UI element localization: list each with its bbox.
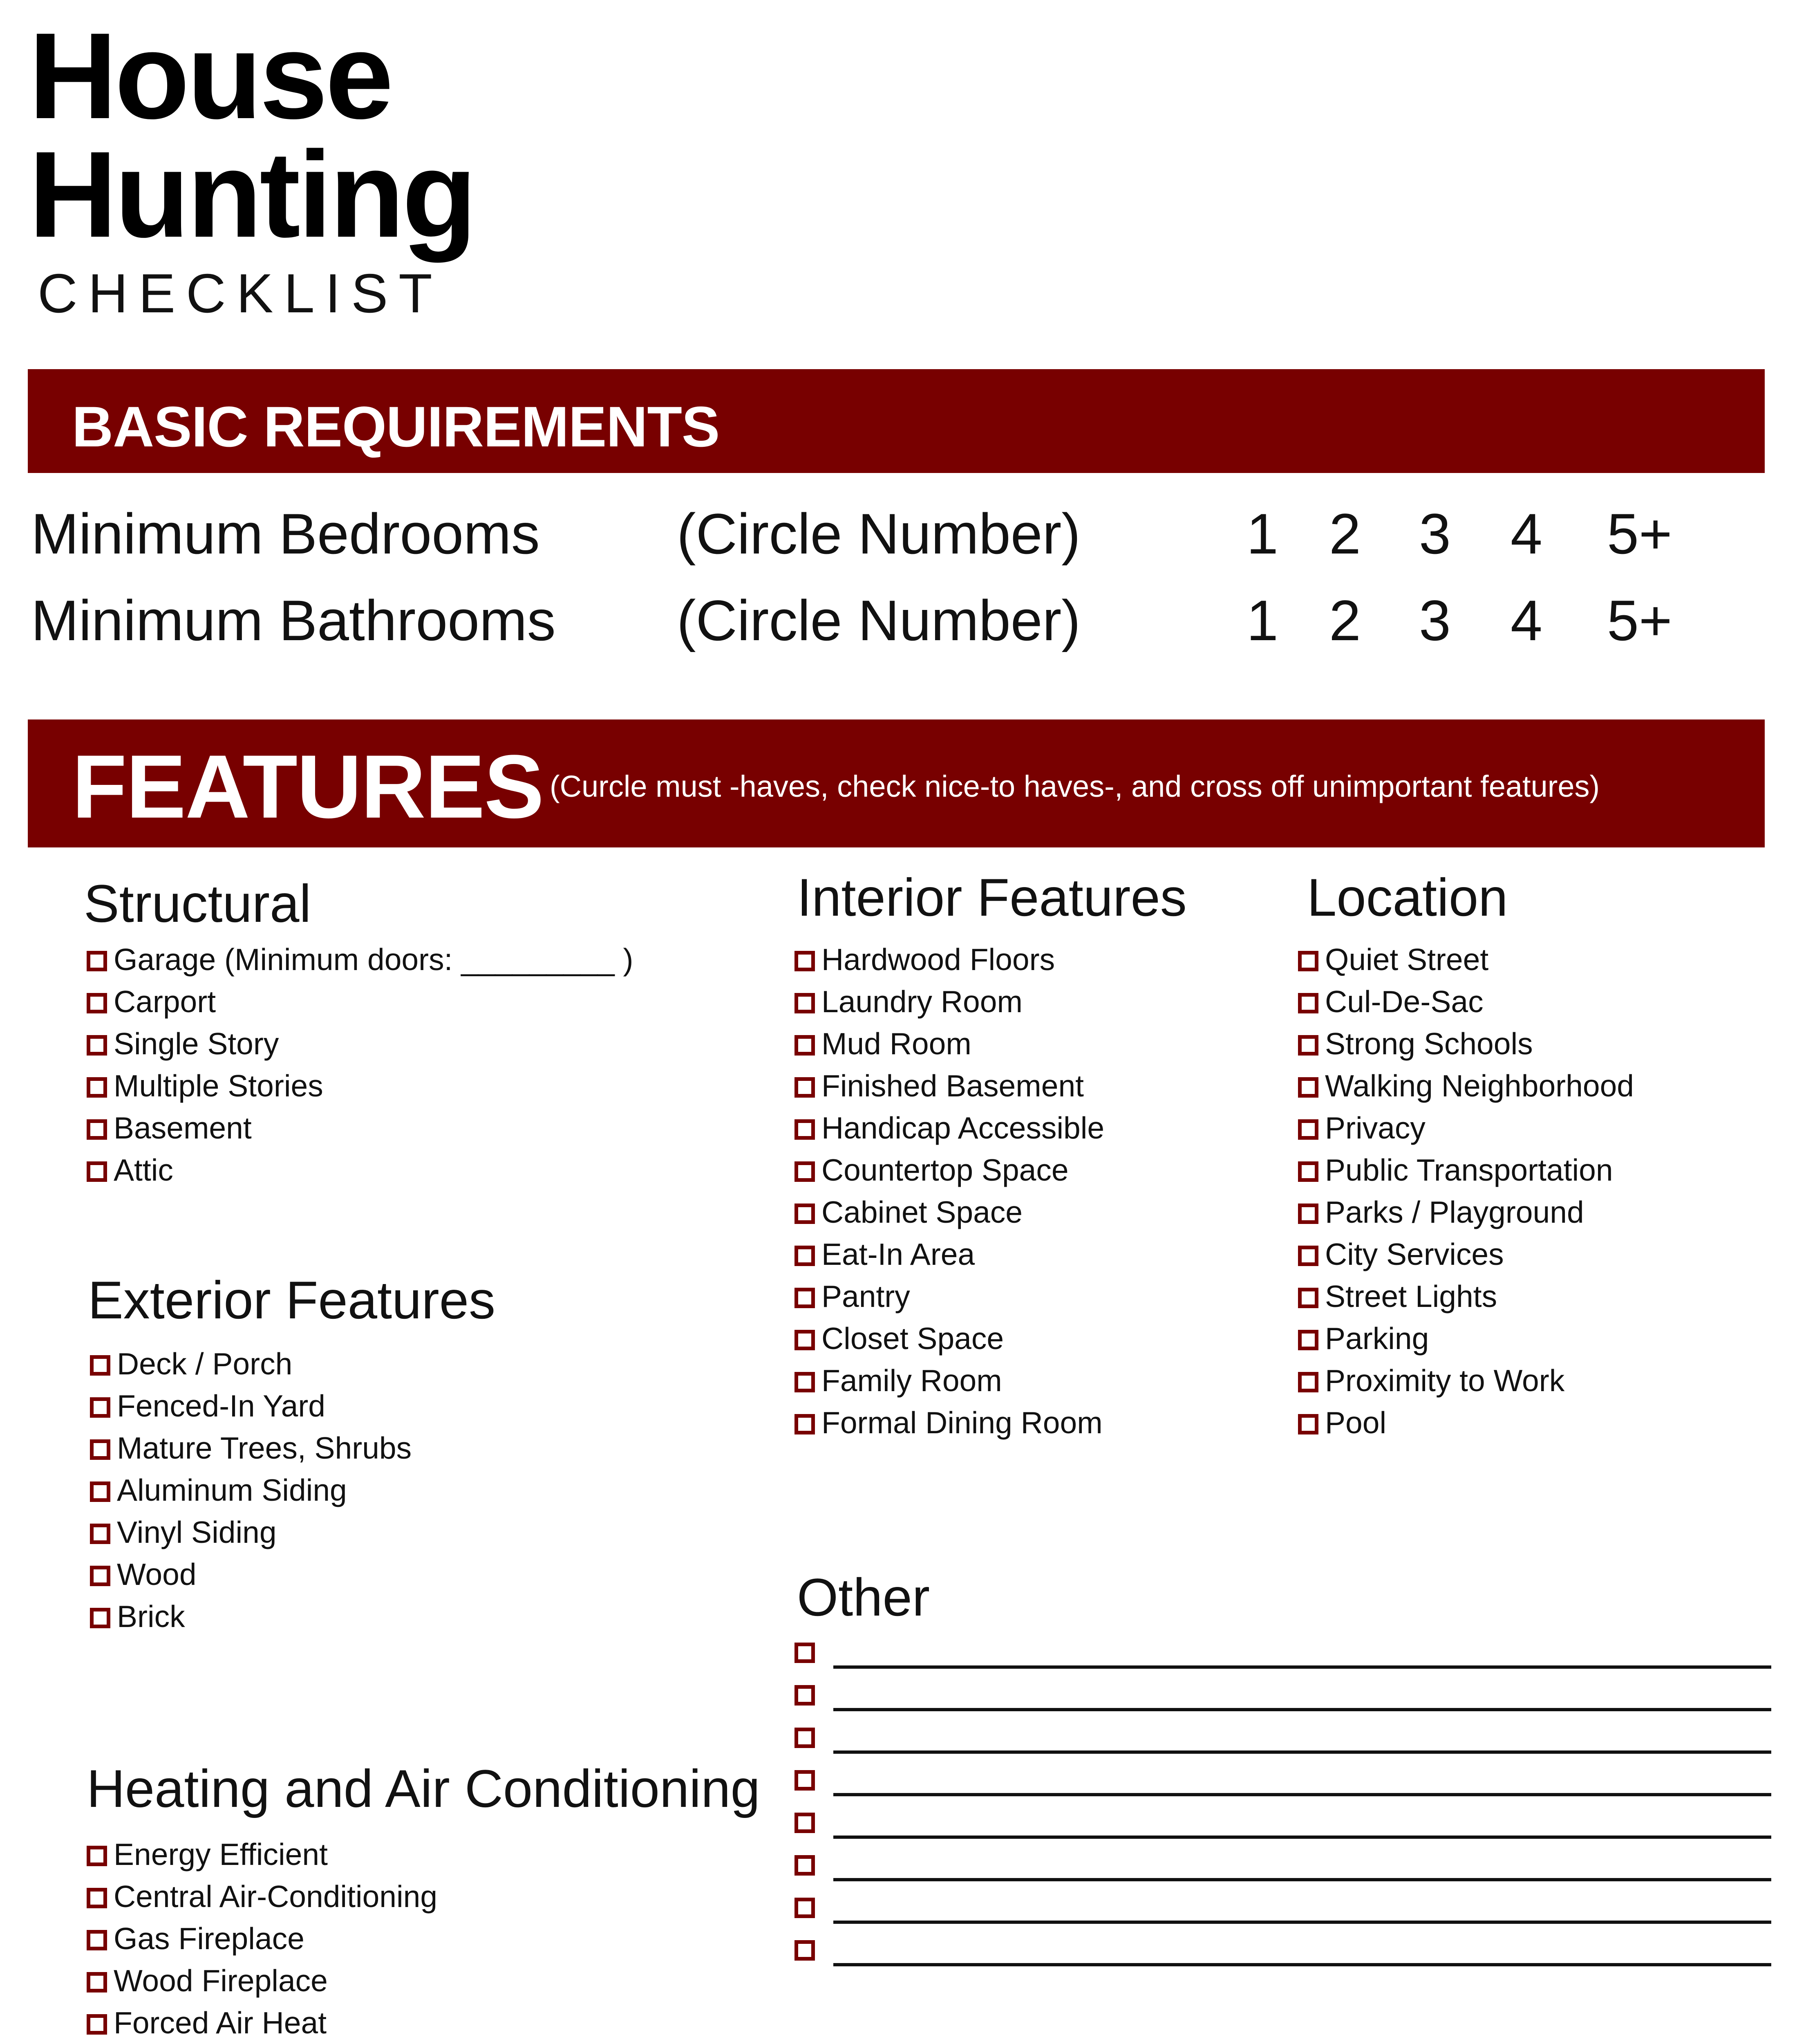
- write-in-line[interactable]: [833, 1708, 1771, 1711]
- item-label: Parks / Playground: [1325, 1195, 1584, 1229]
- list-item: [794, 1149, 1104, 1191]
- title-line-house: House: [29, 7, 391, 144]
- item-label: Fenced-In Yard: [117, 1389, 326, 1423]
- bedrooms-label: Minimum Bedrooms: [31, 502, 540, 566]
- title-line-hunting: Hunting: [29, 126, 474, 263]
- exterior-features-heading: Exterior Features: [88, 1270, 496, 1330]
- item-label: Street Lights: [1325, 1279, 1497, 1313]
- list-item: [90, 1469, 412, 1511]
- list-item: [90, 1596, 412, 1638]
- structural-list: [87, 939, 633, 1191]
- bathrooms-row: [31, 587, 1748, 657]
- item-label: Hardwood Floors: [821, 942, 1055, 977]
- bathrooms-label: Minimum Bathrooms: [31, 588, 556, 652]
- bedrooms-option-5-plus[interactable]: 5+: [1607, 502, 1672, 566]
- item-label: Cabinet Space: [821, 1195, 1023, 1229]
- bedrooms-option-3[interactable]: 3: [1419, 502, 1451, 566]
- item-label: Gas Fireplace: [114, 1921, 304, 1956]
- item-label: Quiet Street: [1325, 942, 1489, 977]
- checkbox-icon[interactable]: [794, 1414, 815, 1434]
- checkbox-icon[interactable]: [87, 1888, 107, 1908]
- heating-ac-list: [87, 1833, 437, 2044]
- checkbox-icon[interactable]: [1298, 1035, 1318, 1056]
- interior-features-heading: Interior Features: [797, 867, 1187, 927]
- checkbox-icon[interactable]: [794, 1246, 815, 1266]
- bathrooms-option-3[interactable]: 3: [1419, 588, 1451, 652]
- checkbox-icon[interactable]: [1298, 1372, 1318, 1392]
- location-heading: Location: [1307, 867, 1508, 927]
- checkbox-icon[interactable]: [90, 1397, 110, 1418]
- list-item: [1298, 1107, 1634, 1149]
- list-item: [794, 1318, 1104, 1360]
- other-entry: [794, 1848, 1771, 1890]
- features-instructions: (Curcle must -haves, check nice-to haves-, and cross off unimportant features): [550, 769, 1600, 803]
- item-label: Walking Neighborhood: [1325, 1069, 1634, 1103]
- checkbox-icon[interactable]: [90, 1608, 110, 1628]
- list-item: [1298, 1233, 1634, 1275]
- item-label: Handicap Accessible: [821, 1111, 1105, 1145]
- checkbox-icon[interactable]: [87, 951, 107, 971]
- list-item: [87, 939, 633, 981]
- bathrooms-hint: (Circle Number): [677, 588, 1081, 652]
- checkbox-icon[interactable]: [1298, 993, 1318, 1013]
- write-in-line[interactable]: [833, 1963, 1771, 1966]
- checkbox-icon[interactable]: [794, 1077, 815, 1098]
- structural-heading: Structural: [84, 874, 311, 933]
- checkbox-icon[interactable]: [90, 1439, 110, 1460]
- checkbox-icon[interactable]: [1298, 1330, 1318, 1350]
- page-subtitle: CHECKLIST: [38, 262, 443, 324]
- checkbox-icon[interactable]: [1298, 1077, 1318, 1098]
- bedrooms-row: [31, 501, 1748, 570]
- features-banner: [28, 719, 1765, 847]
- item-label: Laundry Room: [821, 984, 1023, 1019]
- item-label: Parking: [1325, 1321, 1429, 1356]
- item-label: Pool: [1325, 1405, 1387, 1440]
- checkbox-icon[interactable]: [794, 1288, 815, 1308]
- list-item: [90, 1343, 412, 1385]
- checkbox-icon[interactable]: [90, 1524, 110, 1544]
- checkbox-icon[interactable]: [1298, 1288, 1318, 1308]
- checkbox-icon[interactable]: [1298, 1119, 1318, 1140]
- item-label: City Services: [1325, 1237, 1504, 1271]
- bedrooms-option-2[interactable]: 2: [1329, 502, 1361, 566]
- list-item: [87, 1149, 633, 1191]
- list-item: [1298, 1023, 1634, 1065]
- list-item: [794, 1402, 1104, 1444]
- item-label: Formal Dining Room: [821, 1405, 1103, 1440]
- item-label: Cul-De-Sac: [1325, 984, 1484, 1019]
- list-item: [87, 1833, 437, 1876]
- list-item: [87, 1065, 633, 1107]
- checkbox-icon[interactable]: [794, 951, 815, 971]
- write-in-line[interactable]: [833, 1750, 1771, 1754]
- list-item: [794, 939, 1104, 981]
- interior-features-list: [794, 939, 1104, 1444]
- list-item: [794, 1233, 1104, 1275]
- checkbox-icon[interactable]: [1298, 1414, 1318, 1434]
- write-in-line[interactable]: [833, 1921, 1771, 1924]
- bathrooms-option-1[interactable]: 1: [1247, 588, 1278, 652]
- item-label: Eat-In Area: [821, 1237, 975, 1271]
- checkbox-icon[interactable]: [794, 1728, 815, 1748]
- list-item: [90, 1385, 412, 1427]
- checkbox-icon[interactable]: [87, 1972, 107, 1992]
- list-item: [1298, 1360, 1634, 1402]
- list-item: [90, 1553, 412, 1596]
- write-in-line[interactable]: [833, 1665, 1771, 1669]
- list-item: [794, 1360, 1104, 1402]
- checkbox-icon[interactable]: [794, 1119, 815, 1140]
- checkbox-icon[interactable]: [794, 1898, 815, 1918]
- list-item: [87, 2002, 437, 2044]
- checkbox-icon[interactable]: [794, 1813, 815, 1833]
- bathrooms-option-2[interactable]: 2: [1329, 588, 1361, 652]
- checkbox-icon[interactable]: [794, 1940, 815, 1961]
- list-item: [1298, 1065, 1634, 1107]
- other-entry: [794, 1720, 1771, 1763]
- other-entry: [794, 1933, 1771, 1975]
- other-entry: [794, 1805, 1771, 1848]
- basic-requirements-banner: [28, 369, 1765, 473]
- other-heading: Other: [797, 1567, 930, 1627]
- bathrooms-option-5-plus[interactable]: 5+: [1607, 588, 1672, 652]
- list-item: [794, 1275, 1104, 1318]
- checkbox-icon[interactable]: [794, 993, 815, 1013]
- item-label: Aluminum Siding: [117, 1473, 347, 1507]
- other-entry: [794, 1763, 1771, 1805]
- item-label: Mature Trees, Shrubs: [117, 1431, 412, 1465]
- checkbox-icon[interactable]: [1298, 951, 1318, 971]
- bedrooms-hint: (Circle Number): [677, 502, 1081, 566]
- list-item: [87, 1876, 437, 1918]
- item-label: Countertop Space: [821, 1153, 1069, 1187]
- item-label: Strong Schools: [1325, 1026, 1533, 1061]
- write-in-line[interactable]: [833, 1878, 1771, 1881]
- checkbox-icon[interactable]: [87, 1930, 107, 1950]
- location-list: [1298, 939, 1634, 1444]
- checkbox-icon[interactable]: [87, 1846, 107, 1866]
- other-list: [794, 1635, 1771, 1975]
- list-item: [794, 1065, 1104, 1107]
- list-item: [87, 1107, 633, 1149]
- bathrooms-option-4[interactable]: 4: [1511, 588, 1542, 652]
- list-item: [1298, 1191, 1634, 1233]
- list-item: [87, 1918, 437, 1960]
- list-item: [794, 981, 1104, 1023]
- list-item: [90, 1511, 412, 1553]
- item-label: Mud Room: [821, 1026, 971, 1061]
- checkbox-icon[interactable]: [794, 1685, 815, 1706]
- checkbox-icon[interactable]: [87, 1119, 107, 1140]
- item-label: Single Story: [114, 1026, 279, 1061]
- item-label: Garage (Minimum doors: _________ ): [114, 942, 633, 977]
- list-item: [1298, 1149, 1634, 1191]
- list-item: [90, 1427, 412, 1469]
- item-label: Carport: [114, 984, 216, 1019]
- checkbox-icon[interactable]: [794, 1770, 815, 1791]
- checkbox-icon[interactable]: [794, 1161, 815, 1182]
- other-entry: [794, 1678, 1771, 1720]
- checkbox-icon[interactable]: [1298, 1161, 1318, 1182]
- list-item: [1298, 1318, 1634, 1360]
- features-heading: FEATURES: [72, 736, 544, 837]
- item-label: Brick: [117, 1599, 185, 1634]
- heating-ac-heading: Heating and Air Conditioning: [87, 1759, 760, 1818]
- checkbox-icon[interactable]: [794, 1855, 815, 1876]
- item-label: Central Air-Conditioning: [114, 1879, 438, 1914]
- list-item: [794, 1107, 1104, 1149]
- item-label: Attic: [114, 1153, 173, 1187]
- bedrooms-option-4[interactable]: 4: [1511, 502, 1542, 566]
- item-label: Privacy: [1325, 1111, 1426, 1145]
- item-label: Proximity to Work: [1325, 1363, 1565, 1398]
- checkbox-icon[interactable]: [1298, 1246, 1318, 1266]
- list-item: [1298, 939, 1634, 981]
- checkbox-icon[interactable]: [794, 1330, 815, 1350]
- page-title: [29, 7, 474, 263]
- checkbox-icon[interactable]: [90, 1481, 110, 1502]
- list-item: [1298, 1275, 1634, 1318]
- checkbox-icon[interactable]: [87, 2014, 107, 2035]
- write-in-line[interactable]: [833, 1793, 1771, 1796]
- exterior-features-list: [90, 1343, 412, 1638]
- checkbox-icon[interactable]: [90, 1355, 110, 1376]
- item-label: Basement: [114, 1111, 252, 1145]
- item-label: Multiple Stories: [114, 1069, 323, 1103]
- checkbox-icon[interactable]: [794, 1204, 815, 1224]
- checkbox-icon[interactable]: [87, 1161, 107, 1182]
- bedrooms-option-1[interactable]: 1: [1247, 502, 1278, 566]
- checkbox-icon[interactable]: [1298, 1204, 1318, 1224]
- list-item: [87, 1960, 437, 2002]
- item-label: Pantry: [821, 1279, 910, 1313]
- basic-requirements-heading: BASIC REQUIREMENTS: [72, 394, 720, 459]
- item-label: Wood Fireplace: [114, 1963, 328, 1998]
- list-item: [87, 1023, 633, 1065]
- item-label: Closet Space: [821, 1321, 1004, 1356]
- item-label: Deck / Porch: [117, 1347, 293, 1381]
- checkbox-icon[interactable]: [794, 1643, 815, 1663]
- checkbox-icon[interactable]: [794, 1035, 815, 1056]
- checkbox-icon[interactable]: [87, 1035, 107, 1056]
- item-label: Family Room: [821, 1363, 1002, 1398]
- item-label: Vinyl Siding: [117, 1515, 277, 1549]
- checkbox-icon[interactable]: [87, 993, 107, 1013]
- list-item: [1298, 981, 1634, 1023]
- write-in-line[interactable]: [833, 1836, 1771, 1839]
- other-entry: [794, 1635, 1771, 1678]
- checkbox-icon[interactable]: [794, 1372, 815, 1392]
- item-label: Public Transportation: [1325, 1153, 1613, 1187]
- item-label: Finished Basement: [821, 1069, 1084, 1103]
- list-item: [794, 1023, 1104, 1065]
- item-label: Energy Efficient: [114, 1837, 328, 1871]
- list-item: [87, 981, 633, 1023]
- checkbox-icon[interactable]: [87, 1077, 107, 1098]
- item-label: Forced Air Heat: [114, 2006, 327, 2040]
- checkbox-icon[interactable]: [90, 1566, 110, 1586]
- other-entry: [794, 1890, 1771, 1933]
- list-item: [1298, 1402, 1634, 1444]
- list-item: [794, 1191, 1104, 1233]
- item-label: Wood: [117, 1557, 197, 1591]
